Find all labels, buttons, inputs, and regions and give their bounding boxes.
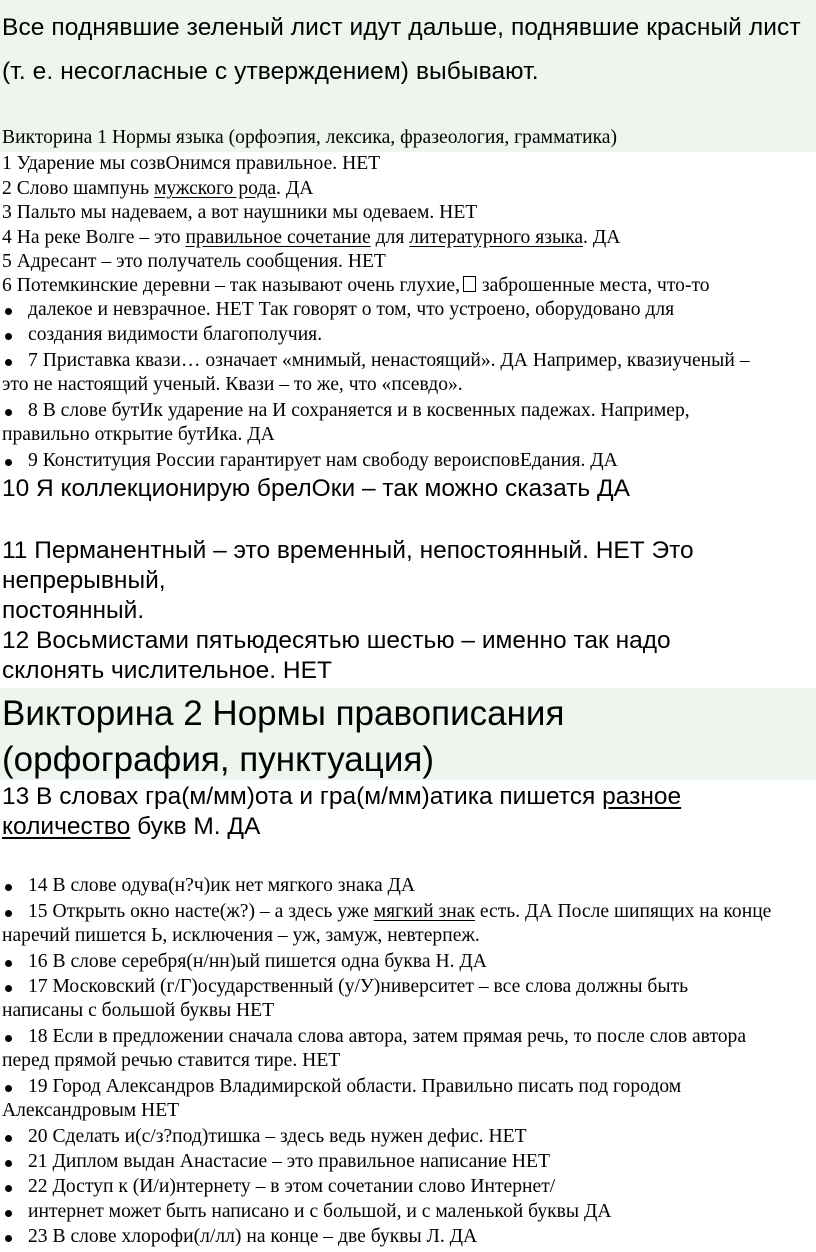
bullet-icon: [5, 1035, 12, 1042]
question-6: 6 Потемкинские деревни – так называют очень глухие, заброшенные места, что-то: [2, 275, 710, 296]
question-22: 22 Доступ к (И/и)нтернету – в этом сочетании слово Интернет/: [28, 1176, 556, 1197]
question-4: 4 На реке Волге – это правильное сочетание для литературного языка. ДА: [2, 227, 621, 248]
bullet-icon: [5, 1210, 12, 1217]
question-15: 15 Открыть окно насте(ж?) – а здесь уже мягкий знак есть. ДА После шипящих на конце: [28, 901, 772, 922]
question-11: 11 Перманентный – это временный, непостоянный. НЕТ Это: [2, 537, 694, 564]
question-20: 20 Сделать и(с/з?под)тишка – здесь ведь нужен дефис. НЕТ: [28, 1126, 527, 1147]
bullet-icon: [5, 459, 12, 466]
question-22-line-2: интернет может быть написано и с большой, и с маленькой буквы ДА: [28, 1201, 612, 1222]
question-1: 1 Ударение мы созвОнимся правильное. НЕТ: [2, 153, 381, 174]
question-17-line-2: написаны с большой буквы НЕТ: [2, 1000, 275, 1021]
missing-glyph-box: [463, 276, 476, 292]
question-15-line-2: наречий пишется Ь, исключения – уж, замуж, невтерпеж.: [2, 925, 480, 946]
bullet-icon: [5, 409, 12, 416]
question-2: 2 Слово шампунь мужского рода. ДА: [2, 178, 314, 199]
bullet-icon: [5, 960, 12, 967]
question-13: 13 В словах гра(м/мм)ота и гра(м/мм)атика пишется разное: [2, 783, 682, 810]
bullet-icon: [5, 1160, 12, 1167]
intro-text: Все поднявшие зеленый лист идут дальше, поднявшие красный лист (т. е. несогласные с утверждением) выбывают.: [2, 14, 801, 85]
question-9: 9 Конституция России гарантирует нам свободу вероисповЕдания. ДА: [28, 450, 618, 471]
bullet-icon: [5, 359, 12, 366]
bullet-icon: [5, 884, 12, 891]
question-6-line-2: далекое и невзрачное. НЕТ Так говорят о том, что устроено, оборудовано для: [28, 299, 675, 320]
question-12: 12 Восьмистами пятьюдесятью шестью – именно так надо: [2, 627, 671, 654]
quiz2-title: Викторина 2 Нормы правописания: [2, 694, 565, 733]
question-21: 21 Диплом выдан Анастасие – это правильное написание НЕТ: [28, 1151, 550, 1172]
bullet-icon: [5, 308, 12, 315]
question-8: 8 В слове бутИк ударение на И сохраняется и в косвенных падежах. Например,: [28, 400, 690, 421]
question-17: 17 Московский (г/Г)осударственный (у/У)ниверситет – все слова должны быть: [28, 976, 689, 997]
question-11-line-3: постоянный.: [2, 597, 145, 624]
question-19: 19 Город Александров Владимирской области. Правильно писать под городом: [28, 1076, 682, 1097]
question-23: 23 В слове хлорофи(л/лл) на конце – две буквы Л. ДА: [28, 1226, 478, 1247]
bullet-icon: [5, 910, 12, 917]
bullet-icon: [5, 1085, 12, 1092]
question-11-line-2: непрерывный,: [2, 567, 166, 594]
question-12-line-2: склонять числительное. НЕТ: [2, 657, 332, 684]
quiz1-title: Викторина 1 Нормы языка (орфоэпия, лексика, фразеология, грамматика): [2, 127, 618, 148]
bullet-icon: [5, 1185, 12, 1192]
question-3: 3 Пальто мы надеваем, а вот наушники мы одеваем. НЕТ: [2, 202, 478, 223]
question-19-line-2: Александровым НЕТ: [2, 1100, 180, 1121]
question-18-line-2: перед прямой речью ставится тире. НЕТ: [2, 1050, 341, 1071]
question-7: 7 Приставка квази… означает «мнимый, ненастоящий». ДА Например, квазиученый –: [28, 350, 750, 371]
question-10: 10 Я коллекционирую брелОки – так можно сказать ДА: [2, 475, 630, 502]
question-8-line-2: правильно открытие бутИка. ДА: [2, 424, 275, 445]
question-16: 16 В слове серебря(н/нн)ый пишется одна буква Н. ДА: [28, 951, 487, 972]
question-13-line-2: количество букв М. ДА: [2, 813, 261, 840]
question-18: 18 Если в предложении сначала слова автора, затем прямая речь, то после слов автора: [28, 1026, 747, 1047]
question-7-line-2: это не настоящий ученый. Квази – то же, что «псевдо».: [2, 374, 463, 395]
bullet-icon: [5, 333, 12, 340]
bullet-icon: [5, 1235, 12, 1242]
bullet-icon: [5, 985, 12, 992]
question-14: 14 В слове одува(н?ч)ик нет мягкого знака ДА: [28, 875, 416, 896]
bullet-icon: [5, 1135, 12, 1142]
quiz2-title-line-2: (орфография, пунктуация): [2, 740, 434, 779]
question-6-line-3: создания видимости благополучия.: [28, 324, 323, 345]
question-5: 5 Адресант – это получатель сообщения. НЕТ: [2, 251, 386, 272]
